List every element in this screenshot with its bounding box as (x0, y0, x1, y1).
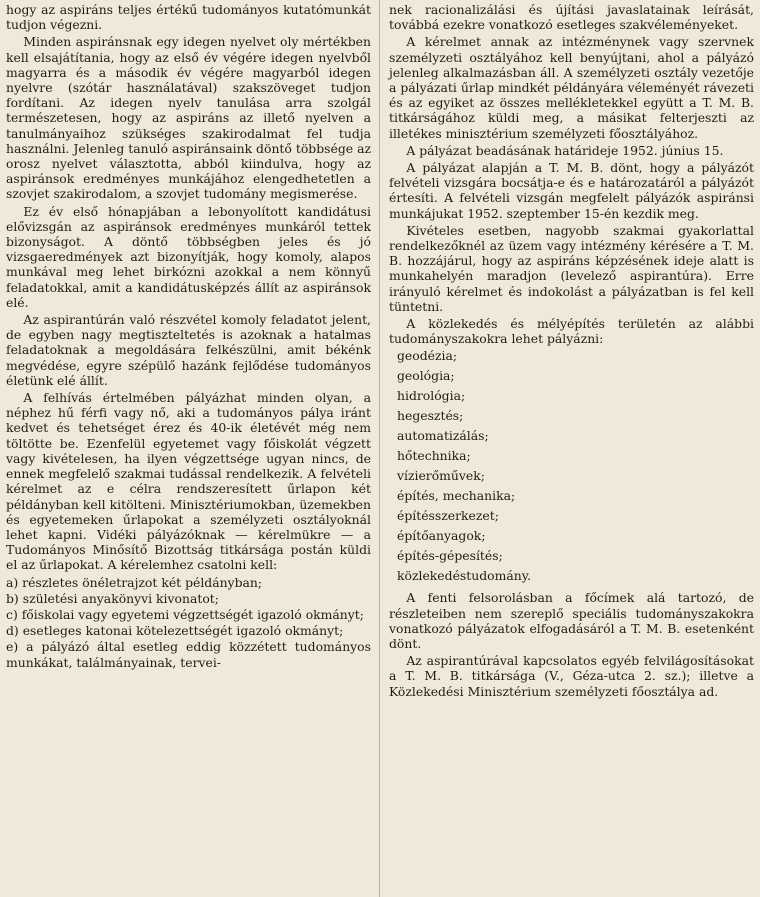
attachment-item-d: d) esetleges katonai kötelezettségét igazoló okmányt; (6, 623, 344, 639)
paragraph-fields-intro: A közlekedés és mélyépítés területén az alábbi tudományszakokra lehet pályázni: (389, 316, 754, 347)
paragraph-eligibility: A felhívás értelmében pályázhat minden olyan, a néphez hű férfi vagy nő, aki a tudományos pálya iránt kedvet és tehetséget érez és 40-ik életévét még nem töltötte be. Ezenfelül egyetemet vagy főiskolát végzett vagy kivételesen, ha ilyen végzettsége ugyan nincs, de ennek megfelelő szakmai tudással rendelkezik. A felvételi kérelmet az e célra rendszeresített űrlapon két példányban kell kitölteni. Minisztériumokban, üzemekben és egyetemeken űrlapokat a személyzeti osztályoknál lehet kapni. Vidéki pályázóknak — kérelmükre — a Tudományos Minősítő Bizottság titkársága postán küldi el az űrlapokat. A kérelemhez csatolni kell: (6, 390, 371, 573)
list-item: építés, mechanika; (397, 488, 516, 504)
left-column (6, 2, 375, 897)
paragraph-deadline: A pályázat beadásának határideje 1952. június 15. (406, 142, 724, 158)
right-column (383, 2, 754, 897)
paragraph-continuation: hogy az aspiráns teljes értékű tudományos kutatómunkát tudjon végezni. (6, 2, 371, 33)
attachment-item-a: a) részletes önéletrajzot két példányban; (6, 574, 263, 590)
paragraph-exam: Ez év első hónapjában a lebonyolított kandidátusi elővizsgán az aspiránsok eredményes munkáról tettek bizonyságot. A döntő többségben jeles és jó vizsgaeredmények azt bizonyítják, hogy komoly, alapos munkával meg lehet birkózni azokkal a nem könnyű feladatokkal, amit a kandidátusképzés állít az aspiránsok elé. (6, 203, 371, 310)
list-item: hőtechnika; (397, 448, 471, 464)
paragraph-special-fields: A fenti felsorolásban a főcímek alá tartozó, de részleteiben nem szereplő speciális tudományszakokra vonatkozó pályázatok elfogadásáról a T. M. B. esetenként dönt. (389, 590, 754, 652)
column-divider (379, 0, 380, 897)
paragraph-decision: A pályázat alapján a T. M. B. dönt, hogy a pályázót felvételi vizsgára bocsátja-e és e határozatáról a pályázót értesíti. A felvételi vizsgán megfelelt pályázók aspiránsi munkájukat 1952. szeptember 15-én kezdik meg. (389, 160, 754, 221)
attachment-item-c: c) főiskolai vagy egyetemi végzettségét igazoló okmányt; (6, 606, 364, 622)
list-item: közlekedéstudomány. (397, 568, 532, 584)
list-item: építésszerkezet; (397, 508, 499, 524)
attachment-item-b: b) születési anyakönyvi kivonatot; (6, 590, 219, 606)
list-item: építőanyagok; (397, 528, 486, 544)
list-item: geodézia; (397, 348, 458, 364)
list-item: geológia; (397, 368, 455, 384)
list-item: építés-gépesítés; (397, 548, 503, 564)
list-item: hegesztés; (397, 408, 464, 424)
paragraph-continuation-right: nek racionalizálási és újítási javaslatainak leírását, továbbá ezekre vonatkozó esetleges szakvéleményeket. (389, 2, 754, 33)
list-item: hidrológia; (397, 388, 466, 404)
paragraph-language: Minden aspiránsnak egy idegen nyelvet oly mértékben kell elsajátítania, hogy az első év végére idegen nyelvből magyarra és a második év végére magyarból idegen nyelvre (szótár használatával) szakszöveget tudjon fordítani. Az idegen nyelv tanulása arra szolgál természetesen, hogy az aspiráns az illető nyelven a tanulmányaihoz szükséges szakirodalmat fel tudja használni. Jelenleg tanuló aspiránsaink döntő többsége az orosz nyelvet választotta, abból kiindulva, hogy az aspiránsok eredményes munkájához elengedhetetlen a szovjet szakirodalom, a szovjet tudomány megismerése. (6, 34, 371, 202)
list-item: vízierőművek; (397, 468, 485, 484)
list-item: automatizálás; (397, 428, 489, 444)
paragraph-honor: Az aspirantúrán való részvétel komoly feladatot jelent, de egyben nagy megtiszteltetés is azoknak a hatalmas feladatoknak a megoldására felkészülni, amit békénk megvédése, egyre szépülő hazánk fejlődése tudományos életünk elé állít. (6, 312, 371, 388)
attachment-item-e: e) a pályázó által esetleg eddig közzétett tudományos munkákat, találmányainak, tervei- (6, 639, 371, 670)
paragraph-information: Az aspirantúrával kapcsolatos egyéb felvilágosításokat a T. M. B. titkársága (V., Géza-utca 2. sz.); illetve a Közlekedési Minisztérium személyzeti főosztálya ad. (389, 653, 754, 699)
paragraph-correspondence: Kivételes esetben, nagyobb szakmai gyakorlattal rendelkezőknél az üzem vagy intézmény kérésére a T. M. B. hozzájárul, hogy az aspiráns képzésének ideje alatt is munkahelyén maradjon (levelező aspirantúra). Erre irányuló kérelmet és indokolást a pályázatban is fel kell tüntetni. (389, 222, 754, 314)
fields-list (389, 348, 754, 584)
paragraph-submission: A kérelmet annak az intézménynek vagy szervnek személyzeti osztályához kell benyújtani, ahol a pályázó jelenleg alkalmazásban áll. A személyzeti osztály vezetője a pályázati űrlap mindkét példányára véleményét rávezeti és az egyiket az összes mellékletekkel együtt a T. M. B. titkárságához küldi meg, a másikat felterjeszti az illetékes minisztérium személyzeti főosztályához. (389, 34, 754, 141)
